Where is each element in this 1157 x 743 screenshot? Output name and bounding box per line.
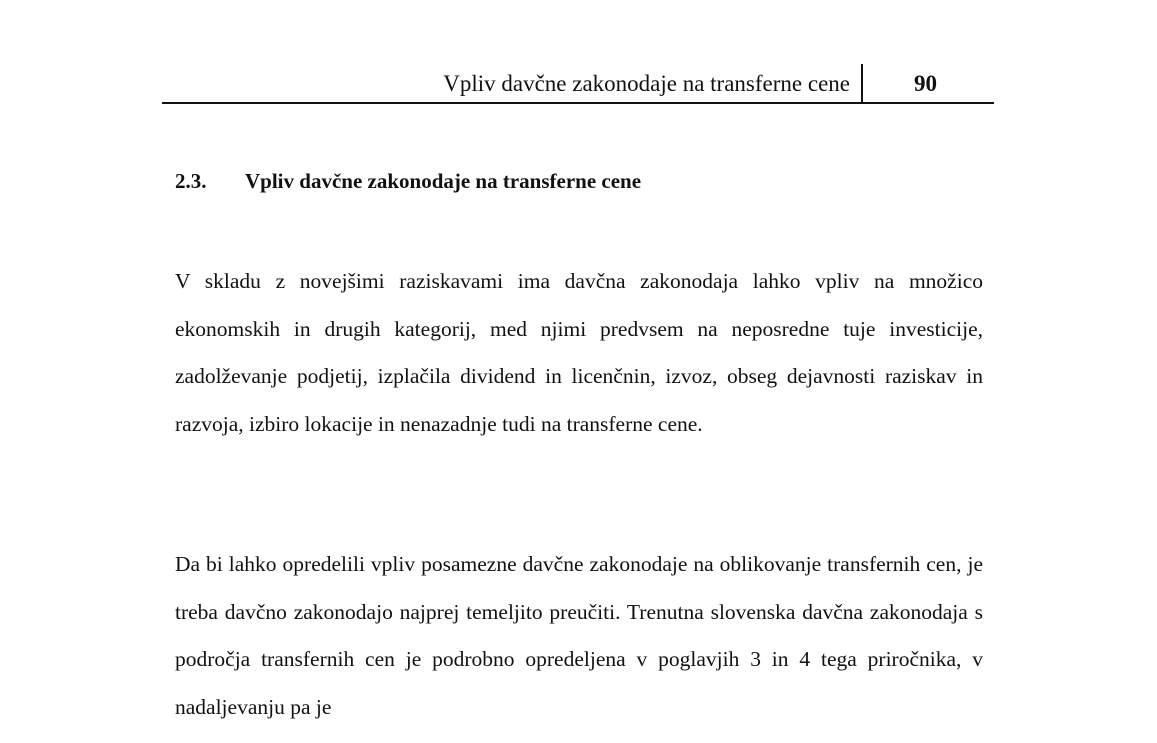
section-number: 2.3.: [175, 169, 207, 193]
section-heading: [175, 167, 641, 195]
running-header-title: Vpliv davčne zakonodaje na transferne cene: [443, 71, 850, 96]
header-divider: [861, 64, 863, 102]
page-number: 90: [914, 71, 937, 96]
paragraph-2: Da bi lahko opredelili vpliv posamezne davčne zakonodaje na oblikovanje transfernih cen, je treba davčno zakonodajo najprej temeljito preučiti. Trenutna slovenska davčna zakonodaja s področja transfernih cen je podrobno opredeljena v poglavjih 3 in 4 tega priročnika, v nadaljevanju pa je: [175, 552, 983, 719]
running-header: [162, 64, 994, 104]
paragraph-1: V skladu z novejšimi raziskavami ima davčna zakonodaja lahko vpliv na množico ekonomskih in drugih kategorij, med njimi predvsem na neposredne tuje investicije, zadolževanje podjetij, izplačila dividend in licenčnin, izvoz, obseg dejavnosti raziskav in razvoja, izbiro lokacije in nenazadnje tudi na transferne cene.: [175, 269, 983, 436]
section-title: Vpliv davčne zakonodaje na transferne cene: [245, 169, 642, 193]
